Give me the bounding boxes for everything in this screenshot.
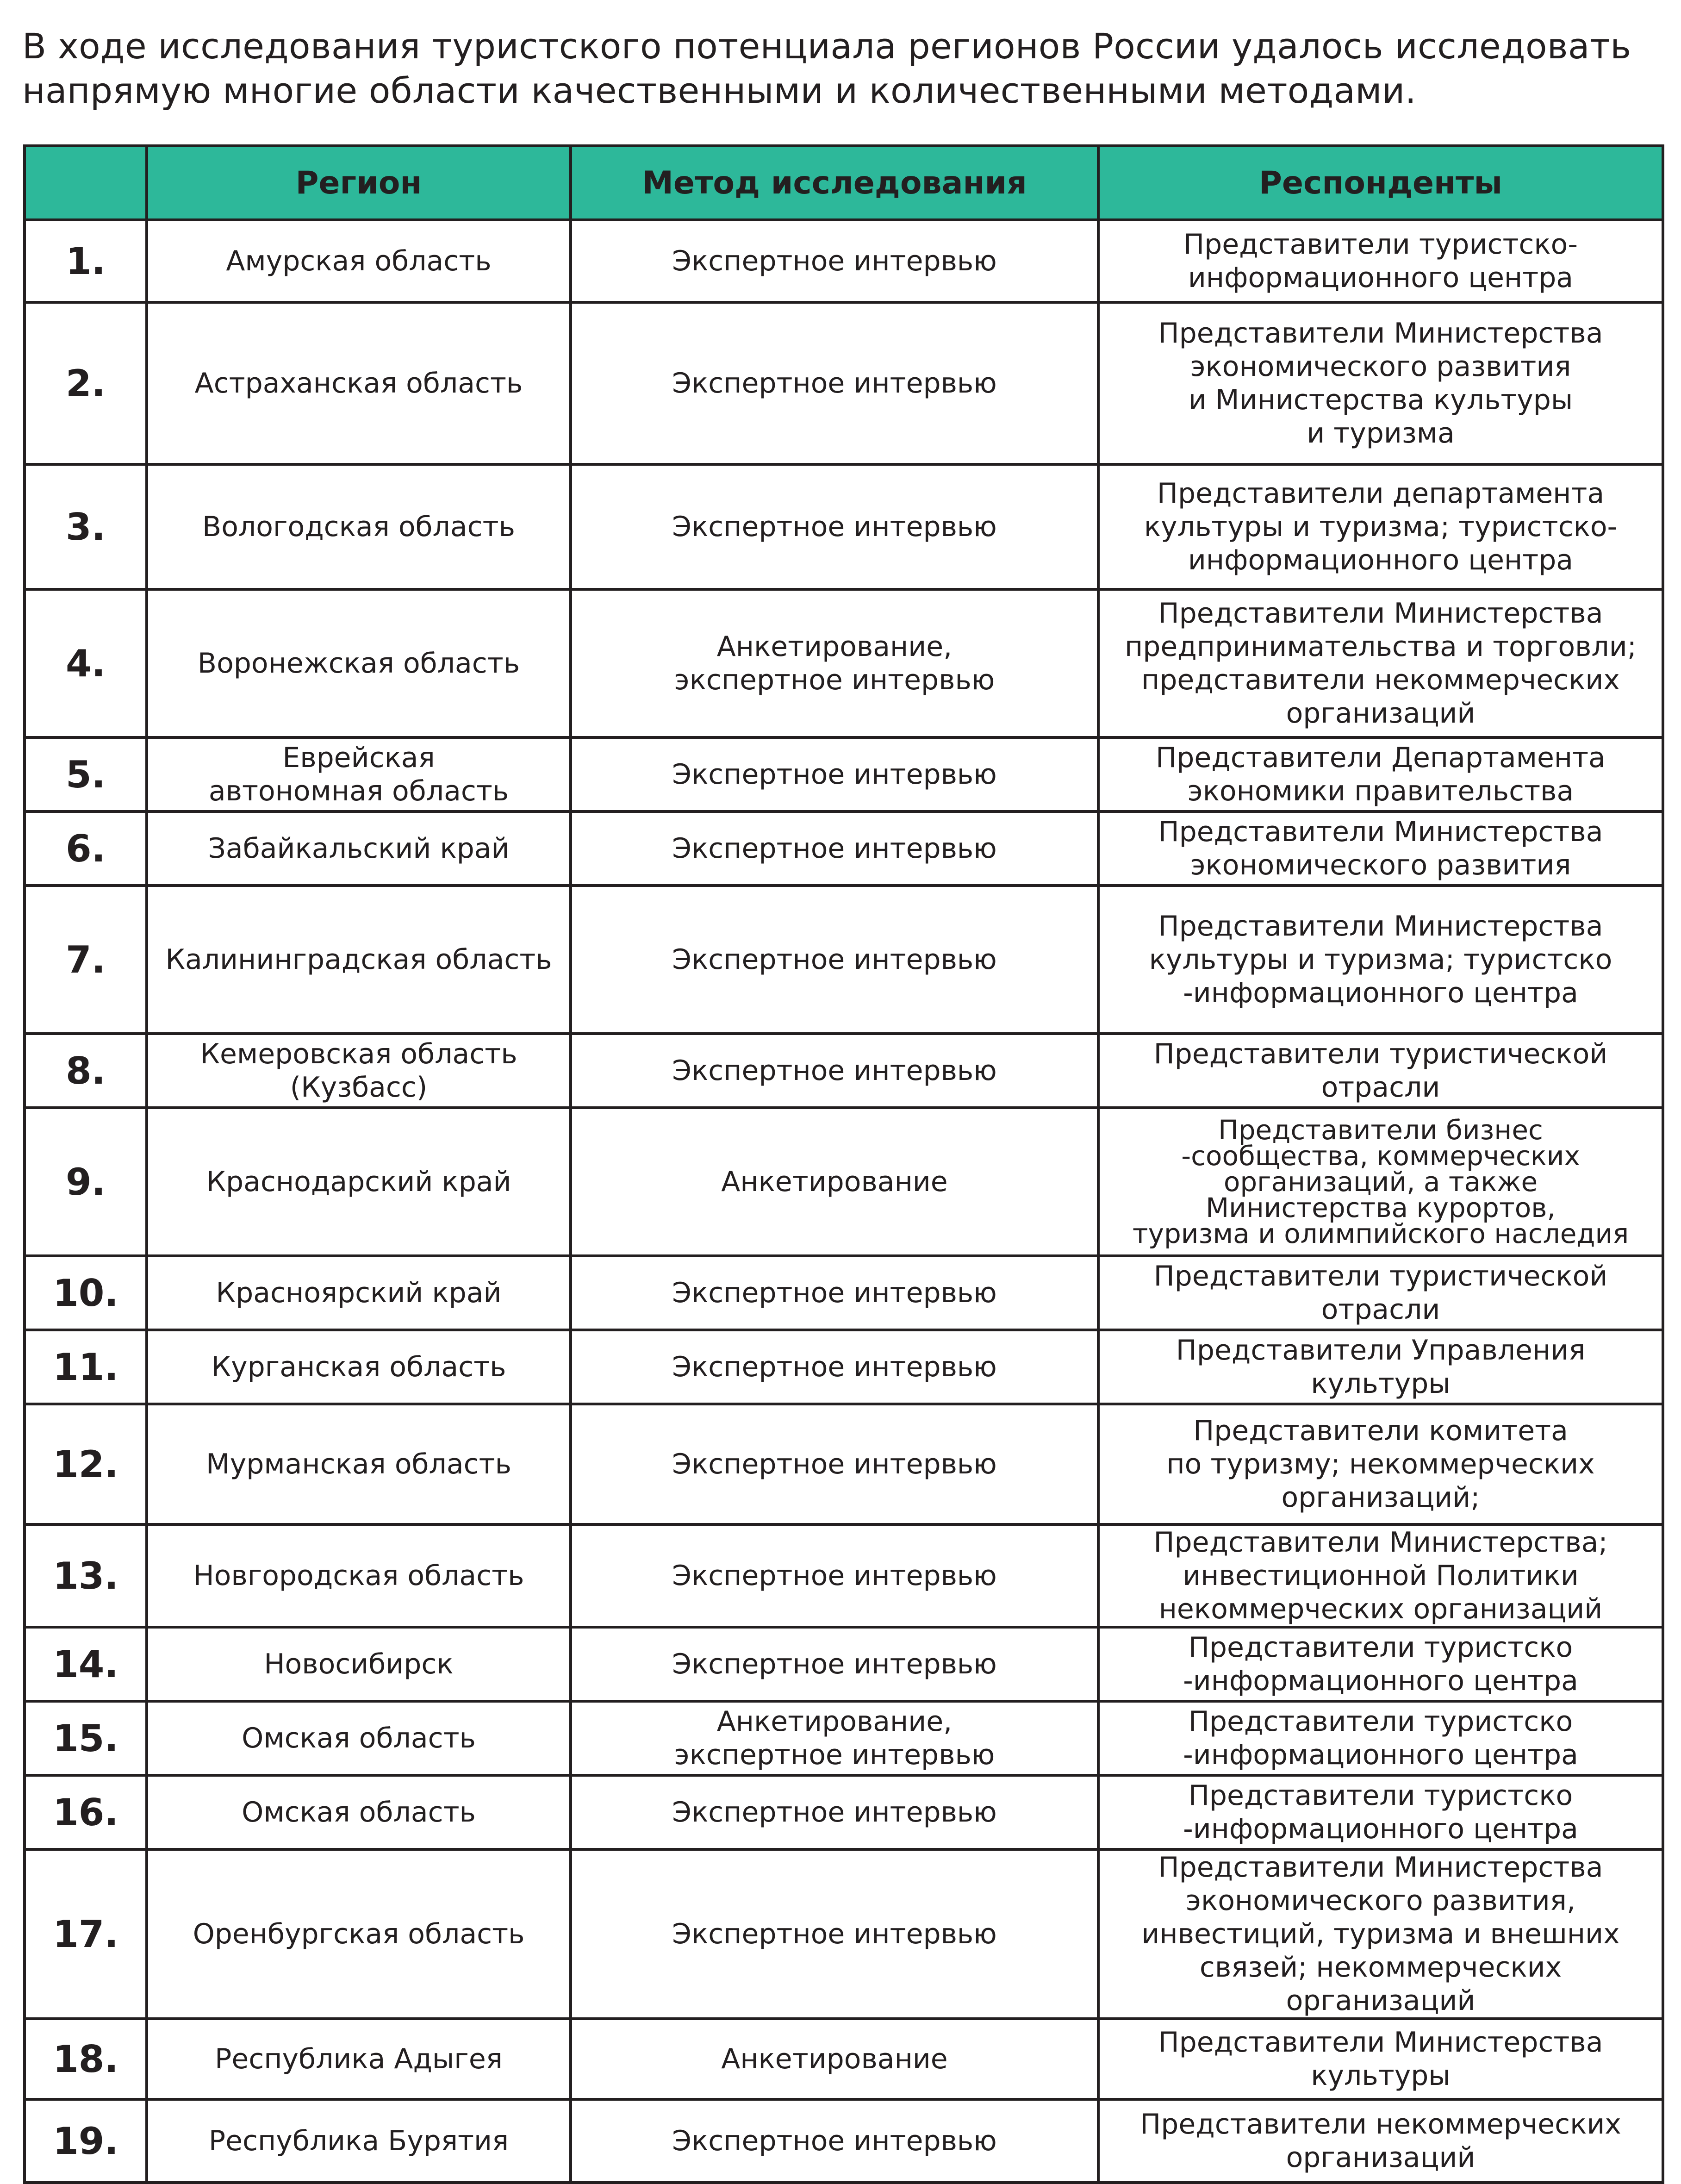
region-cell: Амурская область — [147, 220, 571, 302]
region-cell: Забайкальский край — [147, 811, 571, 886]
region-cell: Мурманская область — [147, 1404, 571, 1524]
respondents-cell: Представители туристической отрасли — [1098, 1034, 1663, 1108]
region-cell: Оренбургская область — [147, 1849, 571, 2019]
respondents-cell: Представители комитета по туризму; некоммерческих организаций; — [1098, 1404, 1663, 1524]
header-region: Регион — [147, 146, 571, 220]
region-cell: Омская область — [147, 1701, 571, 1775]
method-cell: Экспертное интервью — [571, 811, 1098, 886]
method-cell: Экспертное интервью — [571, 1849, 1098, 2019]
row-number: 13. — [25, 1524, 147, 1627]
respondents-cell: Представители Министерства предпринимательства и торговли; представители некоммерческих организаций — [1098, 589, 1663, 737]
row-number: 8. — [25, 1034, 147, 1108]
row-number: 7. — [25, 886, 147, 1034]
respondents-cell: Представители Министерства культуры и туризма; туристско -информационного центра — [1098, 886, 1663, 1034]
respondents-cell: Представители туристско -информационного центра — [1098, 1775, 1663, 1849]
region-cell: Новгородская область — [147, 1524, 571, 1627]
table-row — [25, 302, 1663, 464]
table-row — [25, 220, 1663, 302]
intro-line-2: напрямую многие области качественными и количественными методами. — [22, 70, 1417, 111]
respondents-cell: Представители Министерства культуры — [1098, 2019, 1663, 2099]
method-cell: Экспертное интервью — [571, 1256, 1098, 1330]
table-row — [25, 2019, 1663, 2099]
method-cell: Экспертное интервью — [571, 886, 1098, 1034]
row-number: 15. — [25, 1701, 147, 1775]
region-cell: Астраханская область — [147, 302, 571, 464]
table-row — [25, 737, 1663, 811]
method-cell: Экспертное интервью — [571, 220, 1098, 302]
respondents-cell: Представители Министерства экономического развития, инвестиций, туризма и внешних связей; некоммерческих организаций — [1098, 1849, 1663, 2019]
row-number: 11. — [25, 1330, 147, 1404]
row-number: 14. — [25, 1627, 147, 1701]
table-row — [25, 589, 1663, 737]
table-row — [25, 1330, 1663, 1404]
header-number — [25, 146, 147, 220]
row-number: 12. — [25, 1404, 147, 1524]
row-number: 4. — [25, 589, 147, 737]
method-cell: Экспертное интервью — [571, 1404, 1098, 1524]
header-method: Метод исследования — [571, 146, 1098, 220]
region-cell: Краснодарский край — [147, 1108, 571, 1256]
table-row — [25, 1108, 1663, 1256]
intro-line-1: В ходе исследования туристского потенциала регионов России удалось исследовать — [22, 25, 1631, 67]
respondents-cell: Представители Министерства экономического развития — [1098, 811, 1663, 886]
row-number: 17. — [25, 1849, 147, 2019]
row-number: 16. — [25, 1775, 147, 1849]
respondents-cell: Представители некоммерческих организаций — [1098, 2099, 1663, 2183]
intro-text — [22, 24, 1661, 113]
header-respondents: Респонденты — [1098, 146, 1663, 220]
respondents-cell: Представители туристско- информационного центра — [1098, 220, 1663, 302]
region-cell: Вологодская область — [147, 464, 571, 589]
table-row — [25, 1034, 1663, 1108]
region-cell: Республика Адыгея — [147, 2019, 571, 2099]
row-number: 10. — [25, 1256, 147, 1330]
method-cell: Экспертное интервью — [571, 1330, 1098, 1404]
method-cell: Анкетирование — [571, 1108, 1098, 1256]
table-row — [25, 1404, 1663, 1524]
row-number: 3. — [25, 464, 147, 589]
table-row — [25, 1524, 1663, 1627]
table-row — [25, 1256, 1663, 1330]
region-cell: Еврейская автономная область — [147, 737, 571, 811]
method-cell: Анкетирование, экспертное интервью — [571, 589, 1098, 737]
respondents-cell: Представители Департамента экономики правительства — [1098, 737, 1663, 811]
method-cell: Анкетирование — [571, 2019, 1098, 2099]
method-cell: Экспертное интервью — [571, 464, 1098, 589]
respondents-cell: Представители туристско -информационного центра — [1098, 1701, 1663, 1775]
table-row — [25, 1701, 1663, 1775]
region-cell: Красноярский край — [147, 1256, 571, 1330]
regions-table — [23, 144, 1664, 2184]
table-row — [25, 2099, 1663, 2183]
region-cell: Курганская область — [147, 1330, 571, 1404]
respondents-cell: Представители туристической отрасли — [1098, 1256, 1663, 1330]
row-number: 5. — [25, 737, 147, 811]
respondents-cell: Представители Министерства; инвестиционной Политики некоммерческих организаций — [1098, 1524, 1663, 1627]
region-cell: Омская область — [147, 1775, 571, 1849]
method-cell: Экспертное интервью — [571, 1627, 1098, 1701]
region-cell: Новосибирск — [147, 1627, 571, 1701]
respondents-cell: Представители Управления культуры — [1098, 1330, 1663, 1404]
row-number: 6. — [25, 811, 147, 886]
method-cell: Экспертное интервью — [571, 2099, 1098, 2183]
table-header-row — [25, 146, 1663, 220]
respondents-cell: Представители департамента культуры и туризма; туристско- информационного центра — [1098, 464, 1663, 589]
table-row — [25, 811, 1663, 886]
table-row — [25, 886, 1663, 1034]
method-cell: Экспертное интервью — [571, 1034, 1098, 1108]
table-row — [25, 1627, 1663, 1701]
region-cell: Воронежская область — [147, 589, 571, 737]
table-row — [25, 1849, 1663, 2019]
row-number: 19. — [25, 2099, 147, 2183]
method-cell: Экспертное интервью — [571, 1524, 1098, 1627]
method-cell: Экспертное интервью — [571, 302, 1098, 464]
row-number: 2. — [25, 302, 147, 464]
method-cell: Экспертное интервью — [571, 737, 1098, 811]
region-cell: Республика Бурятия — [147, 2099, 571, 2183]
row-number: 1. — [25, 220, 147, 302]
region-cell: Кемеровская область (Кузбасс) — [147, 1034, 571, 1108]
row-number: 9. — [25, 1108, 147, 1256]
respondents-cell: Представители туристско -информационного центра — [1098, 1627, 1663, 1701]
table-row — [25, 464, 1663, 589]
table-row — [25, 1775, 1663, 1849]
table-body — [25, 220, 1663, 2183]
respondents-cell: Представители бизнес -сообщества, коммерческих организаций, а также Министерства курортов, туризма и олимпийского наследия — [1098, 1108, 1663, 1256]
method-cell: Анкетирование, экспертное интервью — [571, 1701, 1098, 1775]
respondents-cell: Представители Министерства экономического развития и Министерства культуры и туризма — [1098, 302, 1663, 464]
method-cell: Экспертное интервью — [571, 1775, 1098, 1849]
region-cell: Калининградская область — [147, 886, 571, 1034]
row-number: 18. — [25, 2019, 147, 2099]
